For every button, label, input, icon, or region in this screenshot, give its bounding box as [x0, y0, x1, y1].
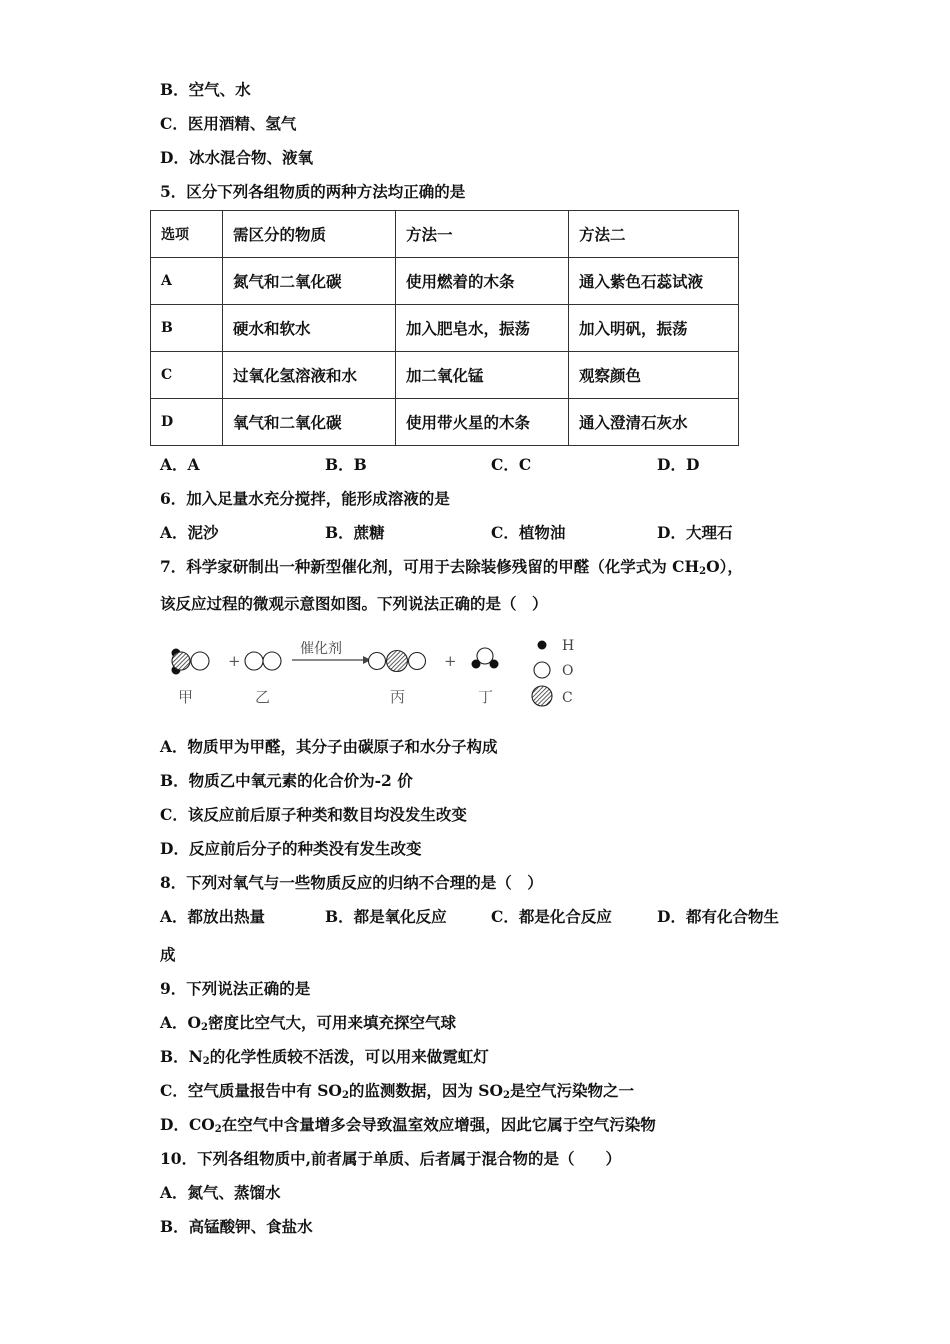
table-header-cell: 选项: [151, 211, 223, 258]
svg-text:C: C: [562, 690, 573, 706]
label-jia: 甲: [178, 688, 194, 706]
q8-option-d-wrap: 成: [160, 945, 176, 964]
q4-option-d: D．冰水混合物、液氧: [160, 148, 313, 167]
table-cell: 硬水和软水: [223, 305, 396, 352]
q10-option-b: B．高锰酸钾、食盐水: [160, 1217, 313, 1236]
q7-stem-line2: 该反应过程的微观示意图如图。下列说法正确的是（ ）: [160, 594, 548, 613]
table-cell: 氧气和二氧化碳: [223, 399, 396, 446]
table-header-cell: 方法二: [569, 211, 739, 258]
q5-option-a: A．A: [160, 455, 200, 474]
table-cell: 加二氧化锰: [396, 352, 569, 399]
q6-stem: 6．加入足量水充分搅拌，能形成溶液的是: [160, 489, 450, 508]
table-row: [151, 399, 739, 446]
q8-option-b: B．都是氧化反应: [325, 907, 447, 926]
q8-option-d: D．都有化合物生: [657, 907, 779, 926]
plus-sign: +: [444, 652, 457, 670]
q6-option-a: A．泥沙: [160, 523, 219, 542]
q7-stem: 7．科学家研制出一种新型催化剂，可用于去除装修残留的甲醛（化学式为 $CH_2O$），: [160, 557, 743, 577]
label-bing: 丙: [390, 688, 406, 706]
q10-option-a: A．氮气、蒸馏水: [160, 1183, 281, 1202]
table-cell: C: [151, 352, 223, 399]
molecule-water: [472, 648, 499, 669]
q9-option-d: D．$CO_2$在空气中含量增多会导致温室效应增强，因此它属于空气污染物: [160, 1115, 656, 1135]
table-row: [151, 352, 739, 399]
table-cell: 过氧化氢溶液和水: [223, 352, 396, 399]
table-cell: 使用燃着的木条: [396, 258, 569, 305]
q8-option-c: C．都是化合反应: [491, 907, 612, 926]
table-cell: 氮气和二氧化碳: [223, 258, 396, 305]
q5-stem: 5．区分下列各组物质的两种方法均正确的是: [160, 182, 466, 201]
table-row: [151, 258, 739, 305]
q6-option-d: D．大理石: [657, 523, 733, 542]
table-cell: A: [151, 258, 223, 305]
legend: [532, 638, 574, 706]
molecule-oxygen: [245, 652, 281, 670]
q7-option-d: D．反应前后分子的种类没有发生改变: [160, 839, 422, 858]
q7-option-b: B．物质乙中氧元素的化合价为-2 价: [160, 771, 413, 790]
table-cell: B: [151, 305, 223, 352]
table-header-cell: 方法一: [396, 211, 569, 258]
q8-option-a: A．都放出热量: [160, 907, 266, 926]
table-cell: 加入肥皂水，振荡: [396, 305, 569, 352]
label-yi: 乙: [255, 688, 271, 706]
q7-option-a: A．物质甲为甲醛，其分子由碳原子和水分子构成: [160, 737, 498, 756]
label-ding: 丁: [478, 688, 494, 706]
table-cell: 加入明矾，振荡: [569, 305, 739, 352]
q5-option-c: C．C: [491, 455, 532, 474]
table-cell: D: [151, 399, 223, 446]
q5-option-d: D．D: [657, 455, 700, 474]
q6-option-b: B．蔗糖: [325, 523, 385, 542]
catalyst-label: 催化剂: [300, 641, 342, 657]
plus-sign: +: [228, 652, 241, 670]
table-cell: 通入澄清石灰水: [569, 399, 739, 446]
q6-option-c: C．植物油: [491, 523, 566, 542]
q9-option-b: B．$N_2$的化学性质较不活泼，可以用来做霓虹灯: [160, 1047, 489, 1067]
reaction-diagram: [160, 628, 590, 718]
molecule-carbon-dioxide: [369, 651, 426, 672]
table-cell: 使用带火星的木条: [396, 399, 569, 446]
q5-table: [150, 210, 739, 446]
q9-stem: 9．下列说法正确的是: [160, 979, 311, 998]
table-cell: 观察颜色: [569, 352, 739, 399]
q5-option-b: B．B: [325, 455, 367, 474]
q8-stem: 8．下列对氧气与一些物质反应的归纳不合理的是（ ）: [160, 873, 543, 892]
svg-text:O: O: [562, 663, 574, 679]
svg-text:H: H: [562, 638, 575, 654]
table-header-cell: 需区分的物质: [223, 211, 396, 258]
q9-option-c: C．空气质量报告中有 $SO_2$的监测数据，因为 $SO_2$是空气污染物之一: [160, 1081, 634, 1101]
q4-option-c: C．医用酒精、氢气: [160, 114, 297, 133]
table-cell: 通入紫色石蕊试液: [569, 258, 739, 305]
q9-option-a: A．$O_2$密度比空气大，可用来填充探空气球: [160, 1013, 457, 1033]
table-header-row: [151, 211, 739, 258]
q10-stem: 10．下列各组物质中,前者属于单质、后者属于混合物的是（ ）: [160, 1149, 621, 1168]
table-row: [151, 305, 739, 352]
q4-option-b: B．空气、水: [160, 80, 251, 99]
molecule-formaldehyde: [172, 649, 210, 675]
q7-option-c: C．该反应前后原子种类和数目均没发生改变: [160, 805, 467, 824]
